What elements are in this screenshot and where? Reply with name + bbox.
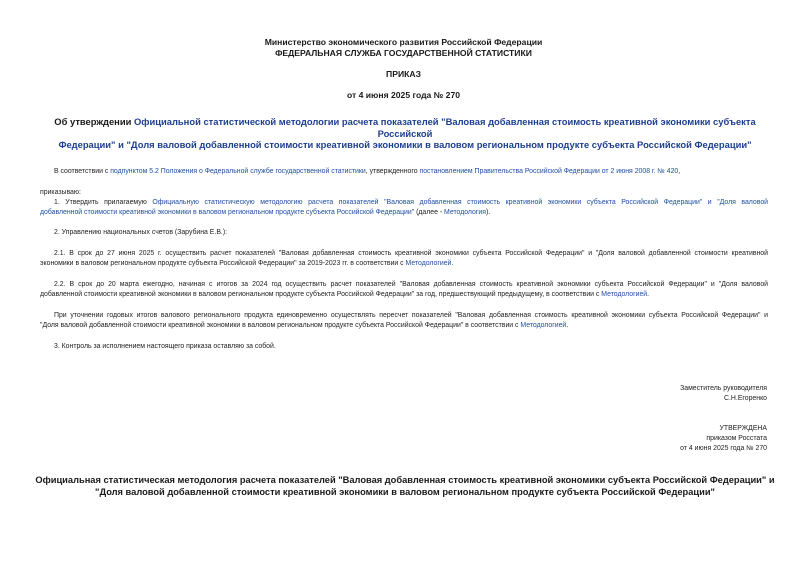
item-2-3-methodology-link[interactable]: Методологией xyxy=(520,321,567,329)
item-1-methodology-link-cont[interactable]: добавленной стоимости креативной экономики в валовом региональном продукте субъекта Российской Федерации" xyxy=(40,208,415,216)
signature-position: Заместитель руководителя xyxy=(680,385,767,392)
approval-by: приказом Росстата xyxy=(706,435,767,442)
item-2: 2. Управлению национальных счетов (Зарубина Е.В.): xyxy=(54,229,228,236)
item-2-2-text: добавленной стоимости креативной экономики в валовом региональном продукте субъекта Российской Федерации" за год, предшествующий предыдущему, в соответствии с xyxy=(40,290,602,298)
item-1-methodology-link[interactable]: Официальную статистическую методологию расчета показателей "Валовая добавленная стоимость креативной экономики субъекта Российской Федерации" и "Доля валовой xyxy=(152,199,768,206)
preamble-text-3: , xyxy=(678,168,681,175)
item-2-2-end: . xyxy=(647,290,650,298)
item-2-3-line1: При уточнении годовых итогов валового регионального продукта единовременно осуществлять пересчет показателей "Валовая добавленная стоимость креативной экономики субъекта Российской Федерации" и xyxy=(54,312,768,319)
methodology-title-line2: "Доля валовой добавленной стоимости креативной экономики в валовом региональном продукте субъекта Российской Федерации" xyxy=(95,486,715,497)
item-2-3 xyxy=(40,311,768,330)
government-decree-link[interactable]: постановлением Правительства Российской Федерации от 2 июня 2008 г. № 420 xyxy=(419,168,679,175)
preamble xyxy=(54,167,774,177)
order-date-number: от 4 июня 2025 года № 270 xyxy=(346,90,461,100)
item-2-3-end: . xyxy=(566,321,569,329)
item-2-2-line1: 2.2. В срок до 20 марта ежегодно, начиная с итогов за 2024 год осуществить расчет показателей "Валовая добавленная стоимость креативной экономики субъекта Российской Федерации" и "Доля валовой xyxy=(54,281,768,288)
methodology-link[interactable]: Официальной статистической методологии расчета показателей "Валовая добавленная стоимость креативной экономики субъекта Российской xyxy=(133,116,756,139)
order-title-lead: Об утверждении xyxy=(54,116,134,127)
item-2-1-text: экономики в валовом региональном продукте субъекта Российской Федерации" за 2019-2023 гг. в соответствии с xyxy=(40,259,406,267)
item-2-1 xyxy=(40,249,768,268)
methodology-title xyxy=(30,475,780,498)
signature-name: С.Н.Егоренко xyxy=(724,395,767,402)
item-2-1-methodology-link[interactable]: Методологией xyxy=(405,259,452,267)
item-1 xyxy=(40,198,768,217)
order-title-line2[interactable]: Федерации" и "Доля валовой добавленной стоимости креативной экономики в валовом региональном продукте субъекта Российской Федерации" xyxy=(58,139,752,151)
item-2-2 xyxy=(40,280,768,299)
order-title xyxy=(44,116,766,151)
service-name: ФЕДЕРАЛЬНАЯ СЛУЖБА ГОСУДАРСТВЕННОЙ СТАТИСТИКИ xyxy=(275,48,532,58)
item-1-text-3: ). xyxy=(485,208,491,216)
item-1-text-2: (далее - xyxy=(414,208,445,216)
doc-type: ПРИКАЗ xyxy=(386,69,421,79)
item-2-1-end: . xyxy=(451,259,454,267)
methodology-title-line1: Официальная статистическая методология расчета показателей "Валовая добавленная стоимость креативной экономики субъекта Российской Федерации" и xyxy=(35,475,775,485)
item-1-short-link[interactable]: Методология xyxy=(444,208,486,216)
regulation-link[interactable]: подпунктом 5.2 Положения о Федеральной службе государственной статистики xyxy=(110,168,366,175)
item-2-3-text: "Доля валовой добавленной стоимости креативной экономики в валовом региональном продукте субъекта Российской Федерации" в соответствии с xyxy=(40,321,521,329)
item-1-text: 1. Утвердить прилагаемую xyxy=(54,199,153,206)
approval-word: УТВЕРЖДЕНА xyxy=(719,425,767,432)
preamble-text-2: , утвержденного xyxy=(365,168,420,175)
preamble-text-1: В соответствии с xyxy=(54,168,111,175)
item-2-2-methodology-link[interactable]: Методологией xyxy=(601,290,648,298)
ministry-name: Министерство экономического развития Российской Федерации xyxy=(264,37,543,47)
item-3: 3. Контроль за исполнением настоящего приказа оставляю за собой. xyxy=(54,343,276,350)
item-2-1-line1: 2.1. В срок до 27 июня 2025 г. осуществить расчет показателей "Валовая добавленная стоимость креативной экономики субъекта Российской Федерации" и "Доля валовой добавленной стоимости креативной xyxy=(54,250,768,257)
order-word: приказываю: xyxy=(40,189,81,196)
approval-date: от 4 июня 2025 года № 270 xyxy=(680,445,767,452)
